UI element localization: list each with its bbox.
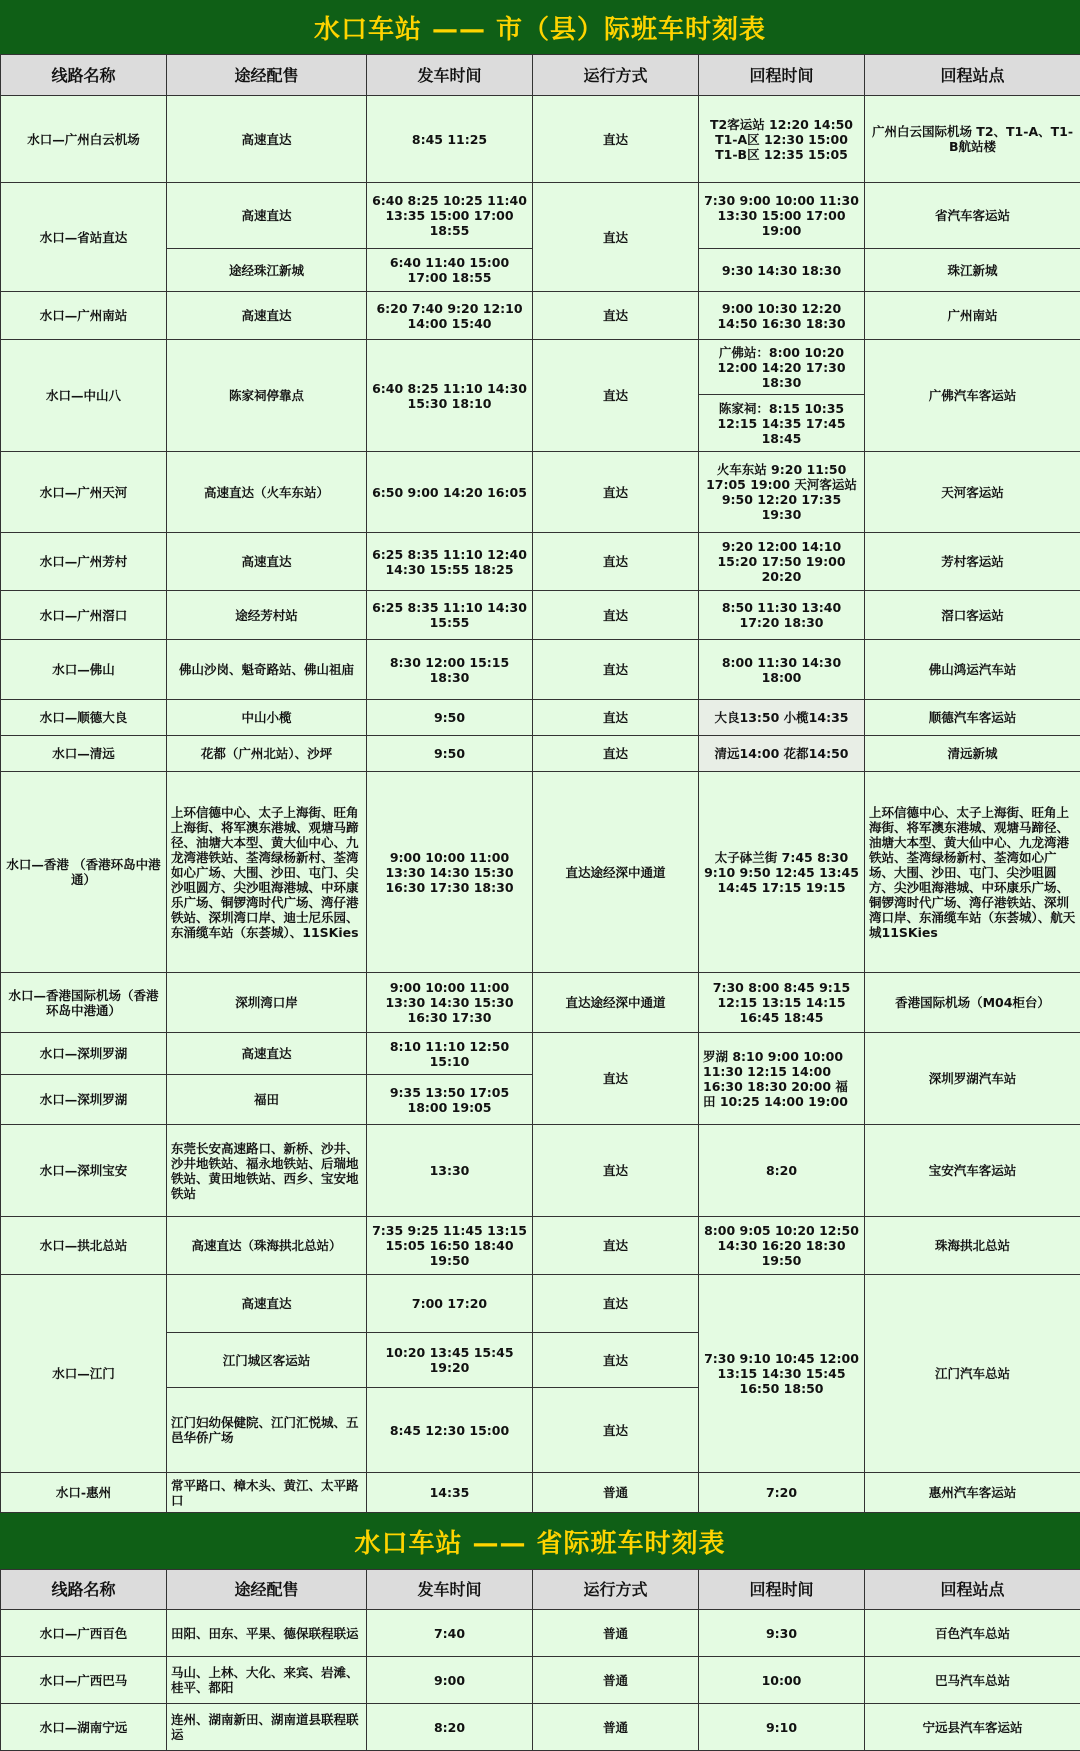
- city-schedule-title: 水口车站 —— 市（县）际班车时刻表: [0, 0, 1080, 54]
- table-row: [1, 340, 1080, 395]
- via-stops: 连州、湖南新田、湖南道县联程联运: [167, 1704, 367, 1751]
- table-row: [1, 533, 1080, 591]
- return-station: 珠海拱北总站: [865, 1217, 1080, 1275]
- return-times: 火车东站 9:20 11:50 17:05 19:00 天河客运站 9:50 12:20 17:35 19:30: [699, 452, 865, 533]
- return-times: T2客运站 12:20 14:50 T1-A区 12:30 15:00 T1-B区 12:35 15:05: [699, 96, 865, 183]
- return-station: 巴马汽车总站: [865, 1657, 1080, 1704]
- return-times: 9:10: [699, 1704, 865, 1751]
- line-name: 水口—广州南站: [1, 292, 167, 340]
- run-mode: 直达: [533, 1275, 699, 1333]
- return-times: 7:30 9:10 10:45 12:00 13:15 14:30 15:45 16:50 18:50: [699, 1275, 865, 1473]
- return-station: 天河客运站: [865, 452, 1080, 533]
- via-stops: 福田: [167, 1075, 367, 1125]
- run-mode: 普通: [533, 1610, 699, 1657]
- col-header-depart: 发车时间: [367, 1570, 533, 1610]
- table-row: [1, 1275, 1080, 1333]
- return-station: 上环信德中心、太子上海街、旺角上海街、将军澳东港城、观塘马蹄径、油塘大本型、黄大仙中心、九龙湾港铁站、荃湾绿杨新村、荃湾如心广场、大围、沙田、屯门、尖沙咀圆方、尖沙咀海港城、中环康乐广场、铜锣湾时代广场、湾仔港铁站、深圳湾口岸、东涌缆车站（东荟城）、航天城11SKies: [865, 772, 1080, 973]
- table-row: [1, 1217, 1080, 1275]
- via-stops: 上环信德中心、太子上海街、旺角上海街、将军澳东港城、观塘马蹄径、油塘大本型、黄大仙中心、九龙湾港铁站、荃湾绿杨新村、荃湾如心广场、大围、沙田、屯门、尖沙咀圆方、尖沙咀海港城、中环康乐广场、铜锣湾时代广场、湾仔港铁站、深圳湾口岸、迪士尼乐园、东涌缆车站（东荟城）、11SKies: [167, 772, 367, 973]
- via-stops: 常平路口、樟木头、黄江、太平路口: [167, 1473, 367, 1513]
- via-stops: 深圳湾口岸: [167, 973, 367, 1033]
- run-mode: 直达途经深中通道: [533, 772, 699, 973]
- line-name: 水口—广州天河: [1, 452, 167, 533]
- col-header-line: 线路名称: [1, 1570, 167, 1610]
- table-row: [1, 640, 1080, 700]
- depart-times: 8:45 11:25: [367, 96, 533, 183]
- depart-times: 13:30: [367, 1125, 533, 1217]
- depart-times: 6:40 11:40 15:00 17:00 18:55: [367, 249, 533, 292]
- via-stops: 江门妇幼保健院、江门汇悦城、五邑华侨广场: [167, 1388, 367, 1473]
- line-name: 水口—香港国际机场（香港环岛中港通）: [1, 973, 167, 1033]
- run-mode: 直达: [533, 183, 699, 292]
- depart-times: 10:20 13:45 15:45 19:20: [367, 1333, 533, 1388]
- line-name: 水口—清远: [1, 736, 167, 772]
- col-header-depart: 发车时间: [367, 55, 533, 96]
- run-mode: 直达: [533, 1033, 699, 1125]
- line-name: 水口—湖南宁远: [1, 1704, 167, 1751]
- line-name: 水口—广州滘口: [1, 591, 167, 640]
- depart-times: 9:35 13:50 17:05 18:00 19:05: [367, 1075, 533, 1125]
- return-times: 8:20: [699, 1125, 865, 1217]
- return-times: 9:30: [699, 1610, 865, 1657]
- line-name: 水口—深圳罗湖: [1, 1033, 167, 1075]
- return-times: 7:30 9:00 10:00 11:30 13:30 15:00 17:00 19:00: [699, 183, 865, 249]
- table-row: [1, 591, 1080, 640]
- return-times: 9:30 14:30 18:30: [699, 249, 865, 292]
- return-times: 8:00 11:30 14:30 18:00: [699, 640, 865, 700]
- return-station: 广佛汽车客运站: [865, 340, 1080, 452]
- depart-times: 8:30 12:00 15:15 18:30: [367, 640, 533, 700]
- return-station: 香港国际机场（M04柜台）: [865, 973, 1080, 1033]
- table-row: [1, 1610, 1080, 1657]
- return-times: 9:00 10:30 12:20 14:50 16:30 18:30: [699, 292, 865, 340]
- table-row: [1, 772, 1080, 973]
- return-times: 陈家祠：8:15 10:35 12:15 14:35 17:45 18:45: [699, 395, 865, 452]
- return-station: 省汽车客运站: [865, 183, 1080, 249]
- via-stops: 高速直达: [167, 96, 367, 183]
- table-row: [1, 96, 1080, 183]
- via-stops: 佛山沙岗、魁奇路站、佛山祖庙: [167, 640, 367, 700]
- return-times: 清远14:00 花都14:50: [699, 736, 865, 772]
- return-station: 江门汽车总站: [865, 1275, 1080, 1473]
- return-station: 惠州汽车客运站: [865, 1473, 1080, 1513]
- depart-times: 7:40: [367, 1610, 533, 1657]
- line-name: 水口—佛山: [1, 640, 167, 700]
- run-mode: 直达: [533, 700, 699, 736]
- depart-times: 8:20: [367, 1704, 533, 1751]
- header-row: [1, 55, 1080, 96]
- depart-times: 7:35 9:25 11:45 13:15 15:05 16:50 18:40 19:50: [367, 1217, 533, 1275]
- col-header-mode: 运行方式: [533, 55, 699, 96]
- col-header-via: 途经配售: [167, 1570, 367, 1610]
- line-name: 水口-惠州: [1, 1473, 167, 1513]
- line-name: 水口—深圳罗湖: [1, 1075, 167, 1125]
- depart-times: 14:35: [367, 1473, 533, 1513]
- line-name: 水口—江门: [1, 1275, 167, 1473]
- via-stops: 高速直达（火车东站）: [167, 452, 367, 533]
- depart-times: 8:45 12:30 15:00: [367, 1388, 533, 1473]
- line-name: 水口—中山八: [1, 340, 167, 452]
- return-times: 7:20: [699, 1473, 865, 1513]
- line-name: 水口—广西百色: [1, 1610, 167, 1657]
- line-name: 水口—广西巴马: [1, 1657, 167, 1704]
- run-mode: 直达: [533, 1388, 699, 1473]
- depart-times: 8:10 11:10 12:50 15:10: [367, 1033, 533, 1075]
- depart-times: 6:25 8:35 11:10 14:30 15:55: [367, 591, 533, 640]
- run-mode: 直达: [533, 533, 699, 591]
- via-stops: 东莞长安高速路口、新桥、沙井、沙井地铁站、福永地铁站、后瑞地铁站、黄田地铁站、西乡、宝安地铁站: [167, 1125, 367, 1217]
- return-times: 太子砵兰街 7:45 8:30 9:10 9:50 12:45 13:45 14:45 17:15 19:15: [699, 772, 865, 973]
- depart-times: 9:00 10:00 11:00 13:30 14:30 15:30 16:30 17:30: [367, 973, 533, 1033]
- run-mode: 直达: [533, 1217, 699, 1275]
- return-times: 广佛站：8:00 10:20 12:00 14:20 17:30 18:30: [699, 340, 865, 395]
- col-header-line: 线路名称: [1, 55, 167, 96]
- line-name: 水口—省站直达: [1, 183, 167, 292]
- return-times: 7:30 8:00 8:45 9:15 12:15 13:15 14:15 16:45 18:45: [699, 973, 865, 1033]
- line-name: 水口—广州芳村: [1, 533, 167, 591]
- table-row: [1, 973, 1080, 1033]
- via-stops: 高速直达: [167, 183, 367, 249]
- return-times: 8:00 9:05 10:20 12:50 14:30 16:20 18:30 19:50: [699, 1217, 865, 1275]
- run-mode: 直达: [533, 736, 699, 772]
- via-stops: 江门城区客运站: [167, 1333, 367, 1388]
- via-stops: 高速直达: [167, 533, 367, 591]
- table-row: [1, 1125, 1080, 1217]
- via-stops: 高速直达（珠海拱北总站）: [167, 1217, 367, 1275]
- depart-times: 6:40 8:25 11:10 14:30 15:30 18:10: [367, 340, 533, 452]
- line-name: 水口—广州白云机场: [1, 96, 167, 183]
- return-station: 顺德汽车客运站: [865, 700, 1080, 736]
- return-station: 清远新城: [865, 736, 1080, 772]
- via-stops: 马山、上林、大化、来宾、岩滩、桂平、都阳: [167, 1657, 367, 1704]
- line-name: 水口—拱北总站: [1, 1217, 167, 1275]
- run-mode: 普通: [533, 1704, 699, 1751]
- via-stops: 高速直达: [167, 1275, 367, 1333]
- table-row: [1, 292, 1080, 340]
- depart-times: 6:40 8:25 10:25 11:40 13:35 15:00 17:00 18:55: [367, 183, 533, 249]
- table-row: [1, 700, 1080, 736]
- col-header-return-time: 回程时间: [699, 55, 865, 96]
- return-station: 广州白云国际机场 T2、T1-A、T1-B航站楼: [865, 96, 1080, 183]
- return-station: 佛山鸿运汽车站: [865, 640, 1080, 700]
- via-stops: 途经珠江新城: [167, 249, 367, 292]
- return-times: 9:20 12:00 14:10 15:20 17:50 19:00 20:20: [699, 533, 865, 591]
- line-name: 水口—深圳宝安: [1, 1125, 167, 1217]
- province-schedule-title: 水口车站 —— 省际班车时刻表: [0, 1513, 1080, 1569]
- table-row: [1, 183, 1080, 249]
- province-schedule-table: [0, 1569, 1080, 1751]
- return-station: 芳村客运站: [865, 533, 1080, 591]
- return-times: 大良13:50 小榄14:35: [699, 700, 865, 736]
- return-station: 滘口客运站: [865, 591, 1080, 640]
- run-mode: 直达: [533, 96, 699, 183]
- col-header-return-station: 回程站点: [865, 55, 1080, 96]
- depart-times: 6:25 8:35 11:10 12:40 14:30 15:55 18:25: [367, 533, 533, 591]
- depart-times: 7:00 17:20: [367, 1275, 533, 1333]
- line-name: 水口—顺德大良: [1, 700, 167, 736]
- depart-times: 9:00 10:00 11:00 13:30 14:30 15:30 16:30 17:30 18:30: [367, 772, 533, 973]
- return-times: 8:50 11:30 13:40 17:20 18:30: [699, 591, 865, 640]
- run-mode: 直达: [533, 292, 699, 340]
- run-mode: 直达途经深中通道: [533, 973, 699, 1033]
- depart-times: 9:50: [367, 700, 533, 736]
- depart-times: 6:20 7:40 9:20 12:10 14:00 15:40: [367, 292, 533, 340]
- table-row: [1, 1657, 1080, 1704]
- run-mode: 直达: [533, 452, 699, 533]
- col-header-mode: 运行方式: [533, 1570, 699, 1610]
- run-mode: 直达: [533, 640, 699, 700]
- run-mode: 直达: [533, 591, 699, 640]
- table-row: [1, 736, 1080, 772]
- header-row: [1, 1570, 1080, 1610]
- return-station: 广州南站: [865, 292, 1080, 340]
- run-mode: 直达: [533, 1333, 699, 1388]
- return-station: 宁远县汽车客运站: [865, 1704, 1080, 1751]
- table-row: [1, 1704, 1080, 1751]
- table-row: [1, 1033, 1080, 1075]
- depart-times: 9:00: [367, 1657, 533, 1704]
- depart-times: 9:50: [367, 736, 533, 772]
- via-stops: 高速直达: [167, 292, 367, 340]
- depart-times: 6:50 9:00 14:20 16:05: [367, 452, 533, 533]
- run-mode: 普通: [533, 1657, 699, 1704]
- col-header-via: 途经配售: [167, 55, 367, 96]
- col-header-return-station: 回程站点: [865, 1570, 1080, 1610]
- run-mode: 直达: [533, 340, 699, 452]
- run-mode: 普通: [533, 1473, 699, 1513]
- return-times: 罗湖 8:10 9:00 10:00 11:30 12:15 14:00 16:30 18:30 20:00 福田 10:25 14:00 19:00: [699, 1033, 865, 1125]
- via-stops: 途经芳村站: [167, 591, 367, 640]
- return-station: 珠江新城: [865, 249, 1080, 292]
- via-stops: 中山小榄: [167, 700, 367, 736]
- city-schedule-table: [0, 54, 1080, 1513]
- return-times: 10:00: [699, 1657, 865, 1704]
- col-header-return-time: 回程时间: [699, 1570, 865, 1610]
- table-row: [1, 452, 1080, 533]
- via-stops: 高速直达: [167, 1033, 367, 1075]
- via-stops: 花都（广州北站）、沙坪: [167, 736, 367, 772]
- return-station: 百色汽车总站: [865, 1610, 1080, 1657]
- run-mode: 直达: [533, 1125, 699, 1217]
- via-stops: 陈家祠停靠点: [167, 340, 367, 452]
- return-station: 宝安汽车客运站: [865, 1125, 1080, 1217]
- return-station: 深圳罗湖汽车站: [865, 1033, 1080, 1125]
- line-name: 水口—香港 （香港环岛中港通）: [1, 772, 167, 973]
- table-row: [1, 1473, 1080, 1513]
- via-stops: 田阳、田东、平果、德保联程联运: [167, 1610, 367, 1657]
